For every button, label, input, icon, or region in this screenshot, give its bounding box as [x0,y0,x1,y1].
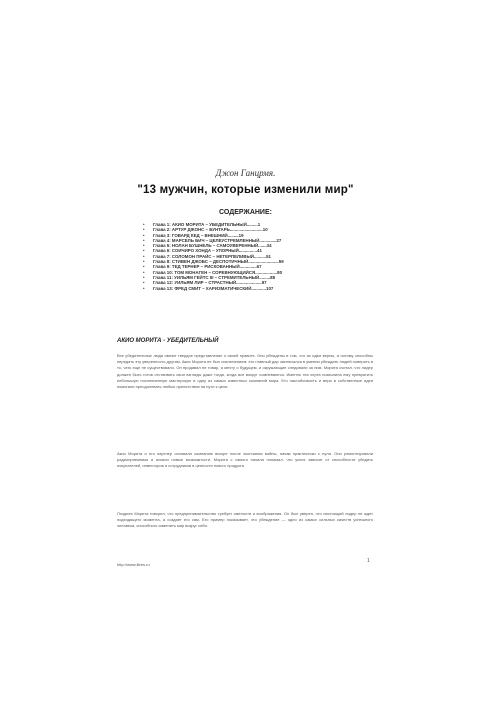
body-paragraph: Акио Морита и его партнер основали компанию вскоре после окончания войны, начав практически с нуля. Они ремонтировали радиоприемники и искали новые возможности. Морита с самого начала понимал, что успех зависит от способности убедить покупателей, инвесторов и сотрудников в ценности нового продукта. [117,451,373,469]
toc-item[interactable]: • Глава 2: АРТУР ДЖОНС – БУНТАРЬ...........................10 [143,227,268,233]
bullet-icon: • [143,227,145,233]
toc-item[interactable]: • Глава 7: СОЛОМОН ПРАЙС – НЕТЕРПЕЛИВЫЙ..........51 [143,253,271,259]
bullet-icon: • [143,259,145,265]
bullet-icon: • [143,253,145,259]
toc-item[interactable]: • Глава 5: НОЛАН БУШНЕЛЬ – САМОУВЕРЕННЫЙ.......34 [143,243,272,249]
footer-url[interactable]: http://www.litres.ru [117,562,150,567]
body-paragraph: Все убедительные люди имеют твердое представление о своей правоте. Они убеждены в том, что их идеи верны, и потому способны передать эту уверенность другим. Акио Морита не был исключением: его главный дар заключался в умении убеждать людей поверить в то, чего еще не существовало. Он продавал не товар, а мечту о будущем, и окружающие следовали за ним. Морита считал, что лидер должен быть готов отстаивать свои взгляды даже тогда, когда все вокруг сомневаются. Именно эта черта позволила ему превратить небольшую послевоенную мастерскую в одну из самых известных компаний мира. Его настойчивость и вера в собственные идеи помогали преодолевать любые препятствия на пути к цели. [117,353,373,390]
toc-item[interactable]: • Глава 13: ФРЕД СМИТ – ХАРИЗМАТИЧЕСКИЙ............107 [143,285,274,291]
bullet-icon: • [143,222,145,227]
bullet-icon: • [143,274,145,280]
author-name: Джон Ганцрмя. [215,168,276,178]
bullet-icon: • [143,237,145,243]
body-paragraph: Позднее Морита говорил, что предпринимательство требует смелости и воображения. Он был уверен, что настоящий лидер не ждет подходящего момента, а создает его сам. Его пример показывает, что убеждение — одно из самых сильных качеств успешного человека, способного изменить мир вокруг себя. [117,511,373,529]
bullet-icon: • [143,269,145,275]
toc-item[interactable]: • Глава 11: УИЛЬЯМ ГЕЙТС III – СТРЕМИТЕЛЬНЫЙ.........88 [143,274,276,280]
toc-item[interactable]: • Глава 12: УИЛЬЯМ ЛИР – СТРАСТНЫЙ.....................97 [143,280,267,286]
toc-item[interactable]: • Глава 10: ТОМ МОНАГЕН – СОРЕВНУЮЩИЙСЯ..................80 [143,269,283,275]
bullet-icon: • [143,280,145,286]
toc-item[interactable]: • Глава 6: СОИЧИРО ХОНДА – УПОРНЫЙ...............41 [143,248,262,254]
table-of-contents [143,222,373,291]
bullet-icon: • [143,243,145,249]
bullet-icon: • [143,248,145,254]
bullet-icon: • [143,232,145,238]
toc-item[interactable]: • Глава 3: ГОВАРД КЕД – ВНЕШНИЙ.........19 [143,232,244,238]
toc-heading: СОДЕРЖАНИЕ: [219,209,272,216]
toc-item[interactable]: • Глава 1: АКИО МОРИТА – УБЕДИТЕЛЬНЫЙ.........1 [143,222,261,227]
page-number: 1 [367,558,370,564]
section-heading: АКИО МОРИТА - УБЕДИТЕЛЬНЫЙ [117,338,219,344]
toc-item[interactable]: • Глава 8: СТИВЕН ДЖОБС – ДЕСПОТИЧНЫЙ.........................59 [143,259,284,265]
bullet-icon: • [143,264,145,270]
bullet-icon: • [143,285,145,291]
book-title: "13 мужчин, которые изменили мир" [137,184,354,196]
toc-item[interactable]: • Глава 9: ТЕД ТЕРНЕР – РИСКОВАННЫЙ..............67 [143,264,262,270]
toc-item[interactable]: • Глава 4: МАРСЕЛЬ БИЧ – ЦЕЛЕУСТРЕМЛЕННЫЙ..............27 [143,237,282,243]
